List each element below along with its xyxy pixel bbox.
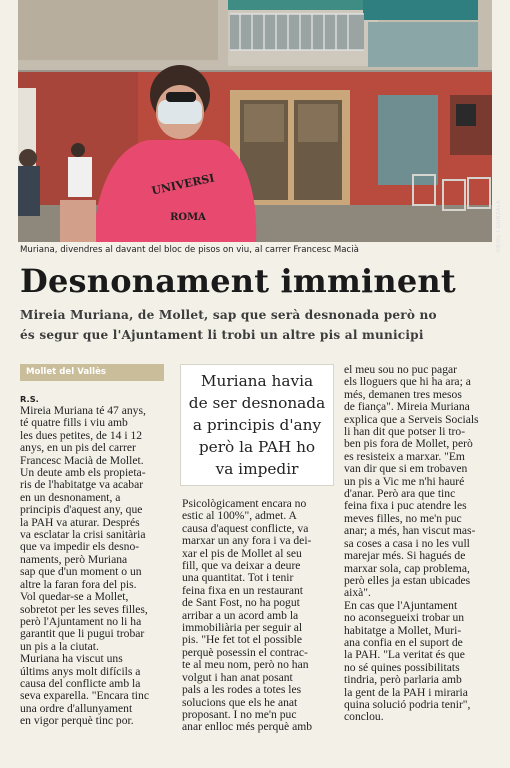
article-text-line: conclou. [344,710,384,724]
article-text-line: van dir que si em trobaven [344,462,468,476]
article-text-line: un pis a la ciutat. [20,639,99,653]
article-text-line: solucions que els he anat [182,695,298,709]
article-text-line: Un deute amb els propieta- [20,466,146,480]
photo-credit: ORIOL I GUNZALA [496,200,502,253]
article-text-line: es resisteix a marxar. "Em [344,449,465,463]
pull-quote-line: va impedir [215,460,299,478]
article-text-line: pis. "He fet tot el possible [182,633,303,647]
article-text-line: la PAH. "La veritat és que [344,648,465,662]
article-text-line: perquè posessin el contrac- [182,645,308,659]
article-text-line: feina fixa en un restaurant [182,583,304,597]
article-text-line: anar enlloc més perquè amb [182,720,313,734]
article-text-line: En cas que l'Ajuntament [344,598,458,612]
article-text-line: te al meu nom, però no han [182,658,309,672]
article-text-line: li han dit que potser li tro- [344,425,466,439]
subheadline-line: és segur que l'Ajuntament li trobi un altre pis al municipi [20,328,424,342]
article-text-line: proposant. I no me'n puc [182,707,297,721]
article-text-line: tindria, però parlaria amb [344,673,462,687]
article-text-line: Francesc Macià de Mollet. [20,453,144,467]
article-text-line: meves filles, no me'n puc [344,511,462,525]
article-text-line: ris de l'habitatge va acabar [20,478,144,492]
shirt-text-secondary: ROMA [170,212,206,223]
article-text-line: marxar un any fora i va dei- [182,534,312,548]
article-text-line: explica que a Serveis Socials [344,412,479,426]
article-text-line: causa del conflicte amb la [20,676,141,690]
article-text-line: sap que d'un moment o un [20,565,142,579]
article-text-line: la PAH va aturar. Després [20,515,140,529]
article-text-line: fill, que va deixar a deure [182,559,301,573]
article-text-line: anar; a més, han viscut mas- [344,524,476,538]
article-text-line: la gent de la PAH i miraria [344,685,468,699]
article-text-line: un pis a Vic me n'hi hauré [344,474,465,488]
article-text-line: però elles ja estan ubicades [344,573,471,587]
article-text-line: altre la faran fora del pis. [20,577,137,591]
article-text-line: sobretot per les seves filles, [20,602,148,616]
article-text-line: d'anar. Però ara que tinc [344,487,456,501]
section-label: Mollet del Vallès [26,367,107,377]
article-text-line: anys, en un pis del carrer [20,441,136,455]
article-text-line: no aconsegueixi trobar un [344,611,465,625]
article-text-line: habitatge a Mollet, Muri- [344,623,462,637]
article-text-line: les dues petites, de 14 i 12 [20,428,143,442]
subheadline [20,305,492,345]
article-text-line: una ordre d'allunyament [20,701,133,715]
article-text-line: Muriana ha viscut uns [20,652,123,666]
pull-quote [180,364,334,486]
article-text-line: volgut i han anat posant [182,670,293,684]
article-text-line: estic al 100%", admet. A [182,509,297,523]
article-text-line: té quatre fills i viu amb [20,416,128,430]
article-text-line: feina fixa i puc atendre les [344,499,467,513]
pull-quote-line: de ser desnonada [188,394,326,412]
article-text-line: que va impedir els desno- [20,540,140,554]
article-text-line: els lloguers que hi ha ara; a [344,375,471,389]
article-text-line: últims anys molt difícils a [20,664,141,678]
street-scene-illustration [18,0,492,242]
article-text-line: naments, però Muriana [20,552,128,566]
article-text-line: Vol quedar-se a Mollet, [20,590,129,604]
article-column-2 [182,498,334,734]
article-text-line: més, demanen tres mesos [344,387,462,401]
article-text-line: no sé quines possibilitats [344,660,460,674]
pull-quote-line: Muriana havia [200,372,314,390]
article-text-line: causa d'aquest conflicte, va [182,521,309,535]
article-text-line: però l'Ajuntament no li ha [20,614,142,628]
byline: R.S. [20,394,39,404]
article-text-line: el meu sou no puc pagar [344,363,458,376]
article-text-line: Mireia Muriana té 47 anys, [20,404,146,417]
article-text-line: una quantitat. Tot i tenir [182,571,294,585]
subheadline-line: Mireia Muriana, de Mollet, sap que serà desnonada però no [20,308,437,322]
article-text-line: garantit que li pugui trobar [20,627,145,641]
article-text-line: en vigor perquè tinc por. [20,714,134,728]
article-column-1 [20,405,170,728]
article-text-line: marejar més. Si hagués de [344,549,466,563]
article-text-line: sa coses a casa i no les vull [344,536,470,550]
article-text-line: en un desnonament, a [20,490,121,504]
article-text-line: seva exparella. "Encara tinc [20,689,149,703]
article-text-line: Psicològicament encara no [182,497,307,510]
pull-quote-line: a principis d'any [192,416,322,434]
article-text-line: ana confia en el suport de [344,635,463,649]
article-text-line: principis d'aquest any, que [20,503,143,517]
article-text-line: immobiliària per seguir al [182,621,303,635]
article-text-line: aixà". [344,586,371,600]
article-text-line: pals a les rodes a totes les [182,683,302,697]
photo-caption: Muriana, divendres al davant del bloc de pisos on viu, al carrer Francesc Macià [20,245,359,255]
article-text-line: de fiança". Mireia Muriana [344,400,470,414]
shirt-text: UNIVERSI [150,171,216,198]
article-text-line: de Sant Fost, no ha pogut [182,596,300,610]
headline: Desnonament imminent [20,262,456,300]
article-text-line: marxar sola, cap problema, [344,561,470,575]
article-text-line: xar el pis de Mollet al seu [182,546,302,560]
article-text-line: arribar a un acord amb la [182,608,299,622]
section-label-bar [20,364,164,381]
pull-quote-line: però la PAH ho [198,438,316,456]
article-text-line: quina solució podria tenir", [344,697,471,711]
article-text-line: ben pis fora de Mollet, però [344,437,473,451]
article-column-3 [344,364,494,724]
article-text-line: va esclatar la crisi sanitària [20,528,146,542]
